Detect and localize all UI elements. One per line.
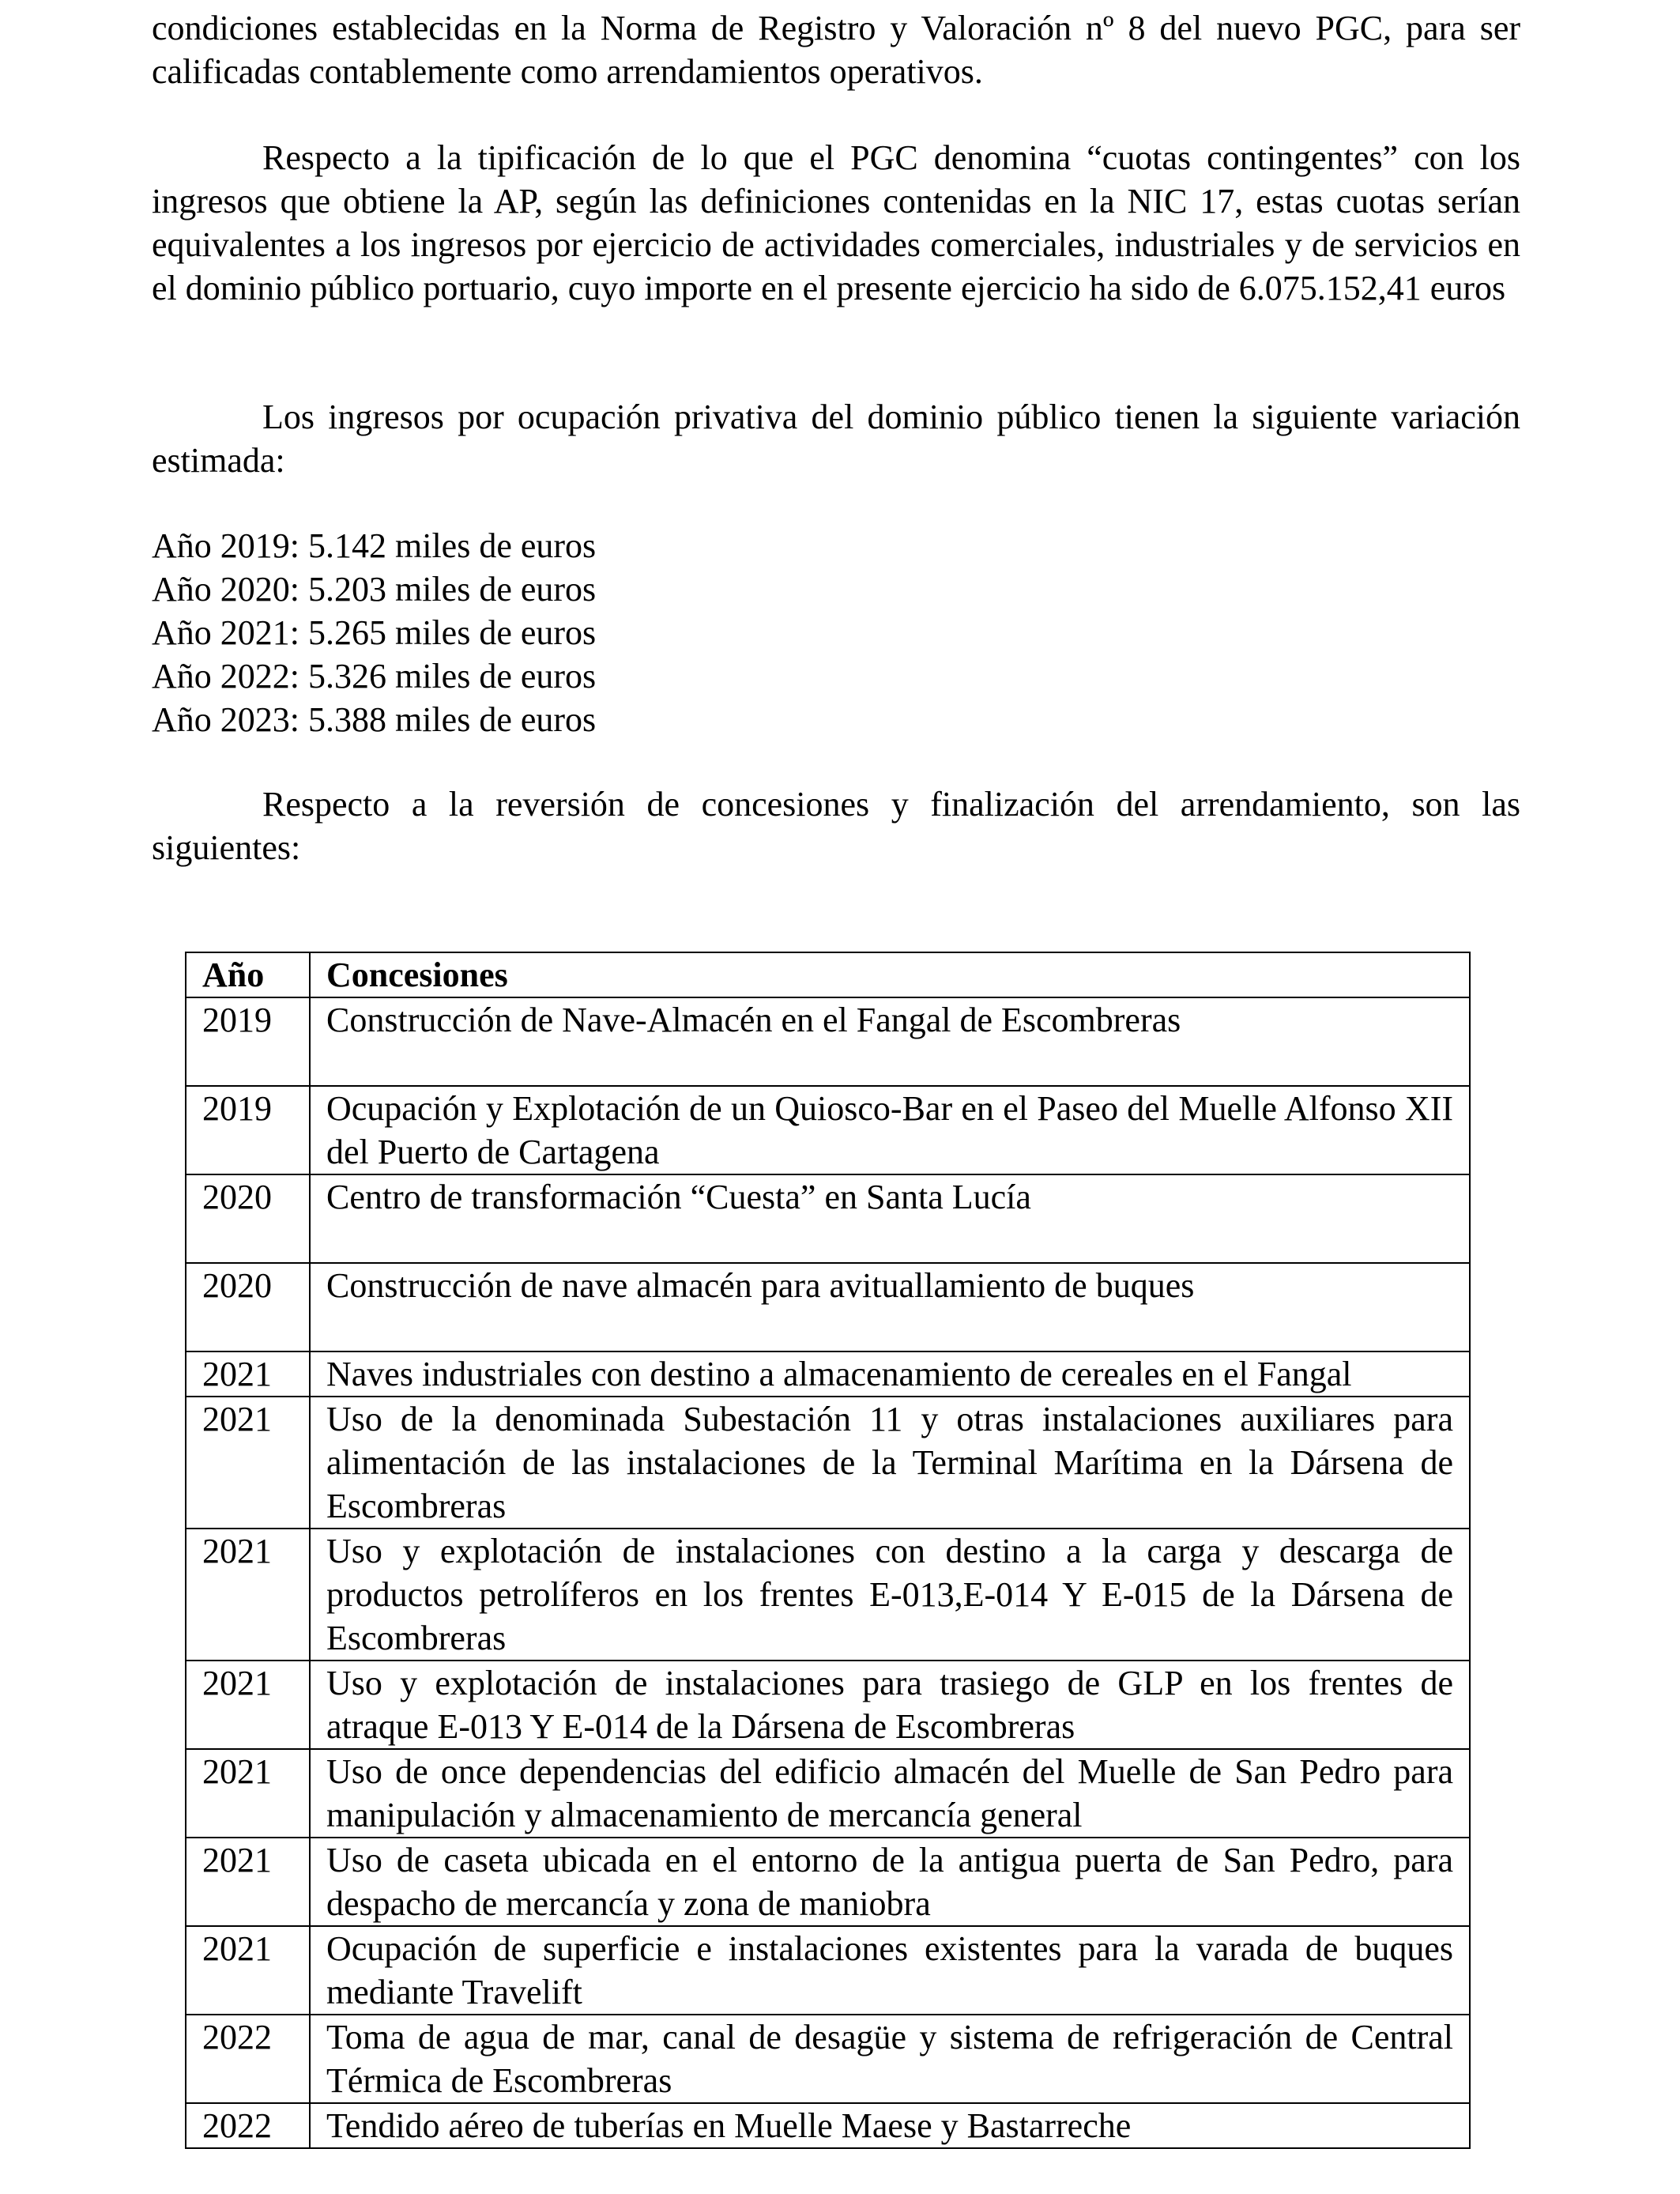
row-year: 2020 (186, 1263, 310, 1351)
row-year: 2021 (186, 1397, 310, 1529)
row-concession: Construcción de Nave-Almacén en el Fangal de Escombreras (310, 997, 1470, 1086)
table-row (186, 997, 1470, 1086)
income-estimate-2022: Año 2022: 5.326 miles de euros (152, 657, 597, 696)
table-row (186, 1351, 1470, 1397)
row-year: 2021 (186, 1838, 310, 1926)
row-concession: Uso de caseta ubicada en el entorno de la antigua puerta de San Pedro, para despacho de mercancía y zona de maniobra (310, 1838, 1470, 1926)
table-row (186, 1529, 1470, 1661)
row-year: 2022 (186, 2015, 310, 2103)
income-estimate-2021: Año 2021: 5.265 miles de euros (152, 613, 597, 652)
row-concession: Uso y explotación de instalaciones con destino a la carga y descarga de productos petrolíferos en los frentes E-013,E-014 Y E-015 de la Dársena de Escombreras (310, 1529, 1470, 1661)
row-year: 2021 (186, 1926, 310, 2015)
table-row (186, 2103, 1470, 2148)
table-row (186, 1926, 1470, 2015)
row-year: 2021 (186, 1529, 310, 1661)
table-row (186, 1397, 1470, 1529)
row-concession: Tendido aéreo de tuberías en Muelle Maese y Bastarreche (310, 2103, 1470, 2148)
row-year: 2019 (186, 997, 310, 1086)
income-estimate-2019: Año 2019: 5.142 miles de euros (152, 526, 597, 565)
income-estimate-2020: Año 2020: 5.203 miles de euros (152, 570, 597, 609)
income-estimate-list (152, 524, 1520, 741)
table-row (186, 1263, 1470, 1351)
header-year: Año (186, 952, 310, 997)
row-concession: Centro de transformación “Cuesta” en Santa Lucía (310, 1174, 1470, 1263)
row-concession: Construcción de nave almacén para avituallamiento de buques (310, 1263, 1470, 1351)
row-year: 2021 (186, 1661, 310, 1749)
table-row (186, 1086, 1470, 1174)
table-row (186, 1174, 1470, 1263)
row-concession: Toma de agua de mar, canal de desagüe y sistema de refrigeración de Central Térmica de Escombreras (310, 2015, 1470, 2103)
table-row (186, 1838, 1470, 1926)
table-row (186, 1661, 1470, 1749)
row-year: 2020 (186, 1174, 310, 1263)
paragraph-lease-conditions: condiciones establecidas en la Norma de Registro y Valoración nº 8 del nuevo PGC, para ser calificadas contablemente como arrendamientos operativos. (152, 9, 1520, 91)
row-year: 2021 (186, 1351, 310, 1397)
paragraph-contingent-fees: Respecto a la tipificación de lo que el PGC denomina “cuotas contingentes” con los ingresos que obtiene la AP, según las definiciones contenidas en la NIC 17, estas cuotas serían equivalentes a los ingresos por ejercicio de actividades comerciales, industriales y de servicios en el dominio público portuario, cuyo importe en el presente ejercicio ha sido de 6.075.152,41 euros (152, 138, 1520, 307)
row-concession: Ocupación de superficie e instalaciones existentes para la varada de buques mediante Travelift (310, 1926, 1470, 2015)
row-year: 2022 (186, 2103, 310, 2148)
concessions-table (185, 952, 1471, 2149)
row-concession: Uso y explotación de instalaciones para trasiego de GLP en los frentes de atraque E-013 Y E-014 de la Dársena de Escombreras (310, 1661, 1470, 1749)
income-estimate-2023: Año 2023: 5.388 miles de euros (152, 700, 597, 739)
table-header-row (186, 952, 1470, 997)
row-concession: Naves industriales con destino a almacenamiento de cereales en el Fangal (310, 1351, 1470, 1397)
row-concession: Ocupación y Explotación de un Quiosco-Bar en el Paseo del Muelle Alfonso XII del Puerto de Cartagena (310, 1086, 1470, 1174)
row-year: 2021 (186, 1749, 310, 1838)
paragraph-concession-reversion: Respecto a la reversión de concesiones y finalización del arrendamiento, son las siguientes: (152, 785, 1520, 867)
row-concession: Uso de once dependencias del edificio almacén del Muelle de San Pedro para manipulación y almacenamiento de mercancía general (310, 1749, 1470, 1838)
row-concession: Uso de la denominada Subestación 11 y otras instalaciones auxiliares para alimentación de las instalaciones de la Terminal Marítima en la Dársena de Escombreras (310, 1397, 1470, 1529)
paragraph-income-variation: Los ingresos por ocupación privativa del dominio público tienen la siguiente variación estimada: (152, 398, 1520, 480)
table-row (186, 1749, 1470, 1838)
row-year: 2019 (186, 1086, 310, 1174)
header-concession: Concesiones (310, 952, 1470, 997)
table-row (186, 2015, 1470, 2103)
